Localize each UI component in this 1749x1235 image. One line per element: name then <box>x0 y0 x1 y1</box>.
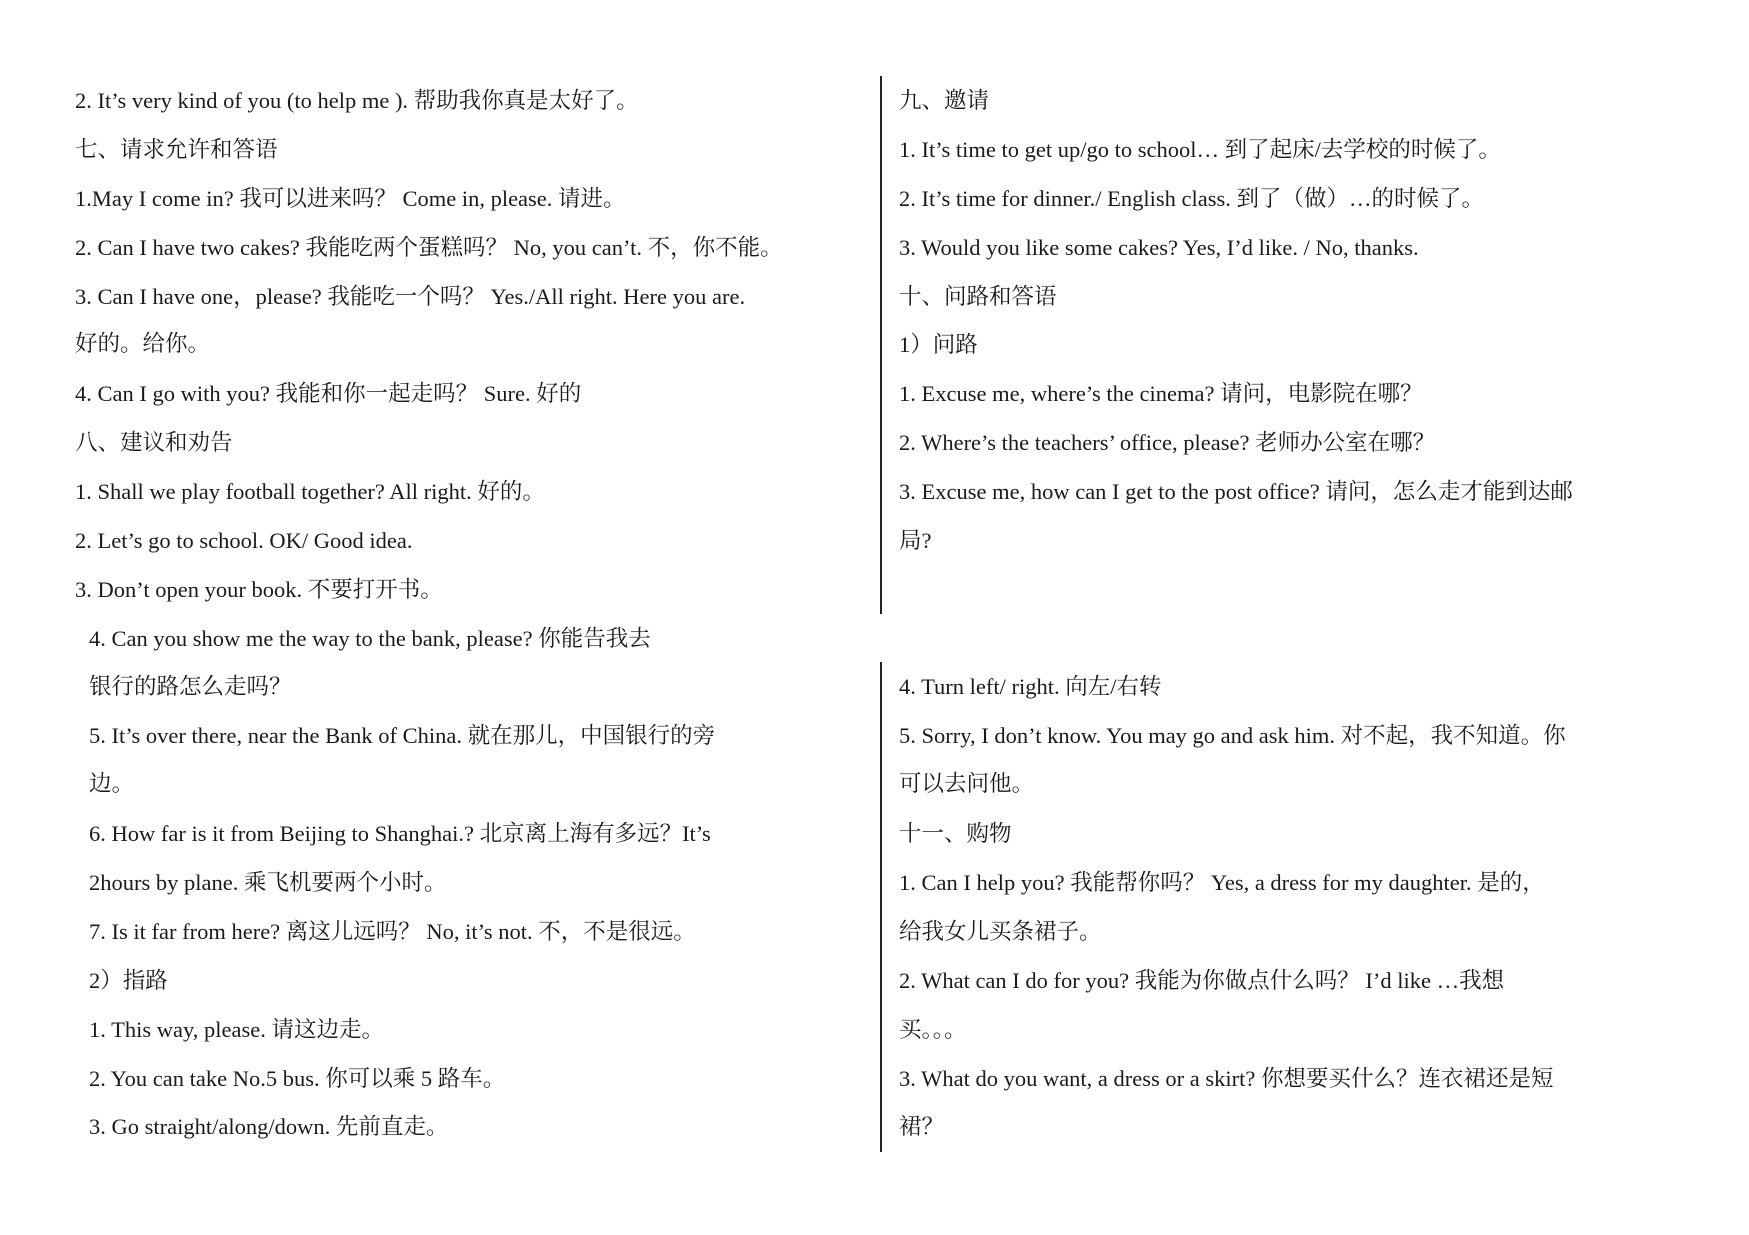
left-line-22: 3. Go straight/along/down. 先前直走。 <box>89 1114 449 1139</box>
left-line-10: 2. Let’s go to school. OK/ Good idea. <box>75 528 413 553</box>
right-line-16: 给我女儿买条裙子。 <box>899 919 1102 944</box>
right-line-15: 1. Can I help you? 我能帮你吗？ Yes, a dress for my daughter. 是的， <box>899 870 1545 895</box>
section-heading-11: 十一、购物 <box>899 821 1012 846</box>
left-line-18: 7. Is it far from here? 离这儿远吗？ No, it’s not. 不，不是很远。 <box>89 919 696 944</box>
section-heading-8: 八、建议和劝告 <box>75 430 233 455</box>
right-line-12: 5. Sorry, I don’t know. You may go and ask him. 对不起，我不知道。你 <box>899 723 1566 748</box>
left-line-12: 4. Can you show me the way to the bank, please? 你能告我去 <box>89 626 651 651</box>
left-line-1: 2. It’s very kind of you (to help me ). 帮助我你真是太好了。 <box>75 88 639 113</box>
section-heading-10: 十、问路和答语 <box>899 284 1057 309</box>
left-line-7: 4. Can I go with you? 我能和你一起走吗？ Sure. 好的 <box>75 381 582 406</box>
right-line-11: 4. Turn left/ right. 向左/右转 <box>899 674 1162 699</box>
left-line-15: 边。 <box>89 771 135 796</box>
right-line-2: 1. It’s time to get up/go to school… 到了起床/去学校的时候了。 <box>899 137 1501 162</box>
right-line-4: 3. Would you like some cakes? Yes, I’d like. / No, thanks. <box>899 235 1419 260</box>
left-line-4: 2. Can I have two cakes? 我能吃两个蛋糕吗？ No, you can’t. 不，你不能。 <box>75 235 783 260</box>
right-line-8: 2. Where’s the teachers’ office, please? 老师办公室在哪？ <box>899 430 1436 455</box>
subsection-heading-directions: 2）指路 <box>89 968 168 993</box>
right-line-9: 3. Excuse me, how can I get to the post office? 请问，怎么走才能到达邮 <box>899 479 1573 504</box>
column-divider-top <box>880 76 882 614</box>
section-heading-9: 九、邀请 <box>899 88 990 113</box>
left-line-20: 1. This way, please. 请这边走。 <box>89 1017 384 1042</box>
right-line-19: 3. What do you want, a dress or a skirt? 你想要买什么？连衣裙还是短 <box>899 1066 1554 1091</box>
subsection-heading-asking-way: 1）问路 <box>899 332 978 357</box>
left-line-6: 好的。给你。 <box>75 331 211 356</box>
section-heading-7: 七、请求允许和答语 <box>75 137 278 162</box>
left-line-17: 2hours by plane. 乘飞机要两个小时。 <box>89 870 447 895</box>
left-line-9: 1. Shall we play football together? All right. 好的。 <box>75 479 545 504</box>
right-line-13: 可以去问他。 <box>899 771 1035 796</box>
column-divider-bottom <box>880 662 882 1152</box>
right-line-3: 2. It’s time for dinner./ English class. 到了（做）…的时候了。 <box>899 186 1484 211</box>
right-line-20: 裙？ <box>899 1114 945 1139</box>
left-line-16: 6. How far is it from Beijing to Shanghai.? 北京离上海有多远？It’s <box>89 821 711 846</box>
left-line-11: 3. Don’t open your book. 不要打开书。 <box>75 577 443 602</box>
right-line-18: 买。。。 <box>899 1017 967 1042</box>
right-line-10: 局? <box>899 528 932 553</box>
left-line-5: 3. Can I have one，please? 我能吃一个吗？ Yes./All right. Here you are. <box>75 284 746 309</box>
left-line-13: 银行的路怎么走吗？ <box>89 674 292 699</box>
left-line-3: 1.May I come in? 我可以进来吗？ Come in, please. 请进。 <box>75 186 626 211</box>
right-line-17: 2. What can I do for you? 我能为你做点什么吗？ I’d like …我想 <box>899 968 1505 993</box>
left-line-21: 2. You can take No.5 bus. 你可以乘 5 路车。 <box>89 1066 506 1091</box>
left-line-14: 5. It’s over there, near the Bank of China. 就在那儿，中国银行的旁 <box>89 723 716 748</box>
right-line-7: 1. Excuse me, where’s the cinema? 请问，电影院在哪？ <box>899 381 1423 406</box>
